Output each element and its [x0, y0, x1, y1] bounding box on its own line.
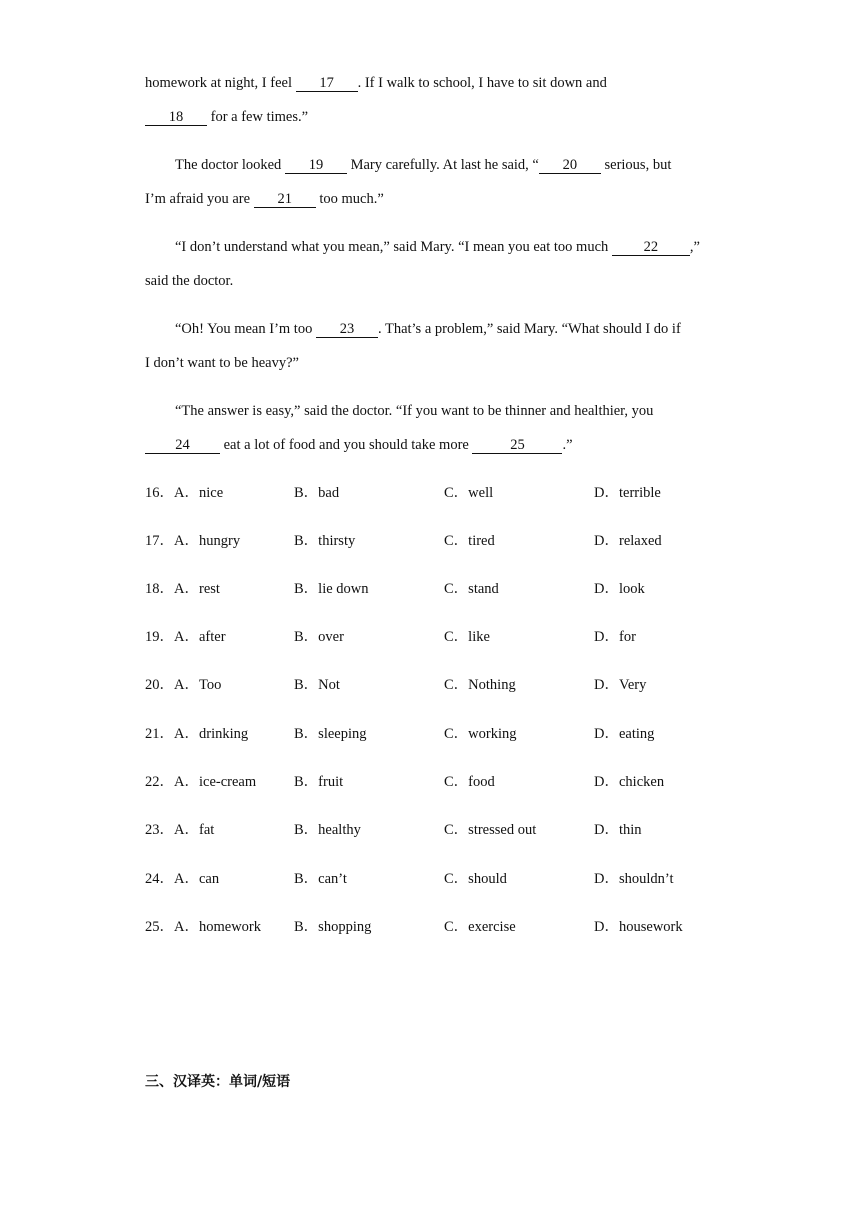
- passage-line: [175, 155, 671, 175]
- option-d: D．terrible: [594, 485, 661, 501]
- option-d: D．chicken: [594, 774, 665, 790]
- option-c: C．food: [444, 774, 495, 790]
- passage-line: [145, 189, 384, 209]
- blank-21: 21: [254, 191, 316, 208]
- option-d: D．look: [594, 581, 645, 597]
- passage-text: for a few times.”: [207, 109, 309, 125]
- passage-text: said the doctor.: [145, 273, 234, 289]
- option-a: 20．A．Too: [145, 677, 222, 693]
- passage-text: serious, but: [600, 157, 672, 173]
- option-a: 22．A．ice-cream: [145, 774, 257, 790]
- option-c: C．well: [444, 485, 494, 501]
- option-d: D．for: [594, 629, 636, 645]
- passage-line: [145, 353, 299, 373]
- passage-line: [175, 237, 700, 257]
- passage-text: eat a lot of food and you should take more: [220, 437, 473, 453]
- passage-text: “Oh! You mean I’m too: [175, 321, 316, 337]
- option-d: D．thin: [594, 822, 642, 838]
- option-b: B．shopping: [294, 919, 372, 935]
- blank-24: 24: [145, 437, 220, 454]
- option-b: B．can’t: [294, 871, 347, 887]
- option-b: B．bad: [294, 485, 340, 501]
- option-b: B．lie down: [294, 581, 369, 597]
- question-row: [145, 771, 785, 793]
- passage-text: . If I walk to school, I have to sit down and: [357, 75, 607, 91]
- blank-17: 17: [296, 75, 358, 92]
- blank-19: 19: [285, 157, 347, 174]
- option-b: B．sleeping: [294, 726, 367, 742]
- option-a: 21．A．drinking: [145, 726, 249, 742]
- option-b: B．fruit: [294, 774, 344, 790]
- question-row: [145, 916, 785, 938]
- passage-line: [175, 319, 681, 339]
- passage-text: Mary carefully. At last he said, “: [346, 157, 539, 173]
- blank-20: 20: [539, 157, 601, 174]
- question-row: [145, 868, 785, 890]
- passage-text: homework at night, I feel: [145, 75, 296, 91]
- option-a: 18．A．rest: [145, 581, 220, 597]
- question-row: [145, 723, 785, 745]
- passage-line: [175, 401, 653, 421]
- passage-text: “The answer is easy,” said the doctor. “If you want to be thinner and healthier, you: [175, 403, 654, 419]
- question-row: [145, 530, 785, 552]
- passage-line: [145, 271, 233, 291]
- passage-text: .”: [562, 437, 573, 453]
- passage-text: The doctor looked: [175, 157, 285, 173]
- option-c: C．stand: [444, 581, 499, 597]
- option-c: C．like: [444, 629, 490, 645]
- passage-line: [145, 107, 308, 127]
- passage-text: ,”: [689, 239, 700, 255]
- passage-line: [145, 435, 573, 455]
- option-c: C．should: [444, 871, 507, 887]
- option-b: B．Not: [294, 677, 340, 693]
- option-d: D．housework: [594, 919, 683, 935]
- option-b: B．thirsty: [294, 533, 356, 549]
- option-c: C．tired: [444, 533, 495, 549]
- passage-text: I’m afraid you are: [145, 191, 254, 207]
- passage-line: [145, 73, 607, 93]
- blank-22: 22: [612, 239, 690, 256]
- option-c: C．stressed out: [444, 822, 537, 838]
- option-a: 24．A．can: [145, 871, 220, 887]
- option-c: C．working: [444, 726, 517, 742]
- blank-18: 18: [145, 109, 207, 126]
- option-b: B．healthy: [294, 822, 361, 838]
- option-a: 19．A．after: [145, 629, 226, 645]
- option-d: D．relaxed: [594, 533, 662, 549]
- option-b: B．over: [294, 629, 344, 645]
- option-a: 23．A．fat: [145, 822, 215, 838]
- passage-text: . That’s a problem,” said Mary. “What should I do if: [377, 321, 681, 337]
- option-a: 17．A．hungry: [145, 533, 241, 549]
- blank-23: 23: [316, 321, 378, 338]
- question-row: [145, 626, 785, 648]
- option-d: D．eating: [594, 726, 655, 742]
- passage-text: I don’t want to be heavy?”: [145, 355, 299, 371]
- option-d: D．Very: [594, 677, 647, 693]
- option-c: C．exercise: [444, 919, 516, 935]
- question-row: [145, 482, 785, 504]
- question-row: [145, 819, 785, 841]
- blank-25: 25: [472, 437, 562, 454]
- question-row: [145, 578, 785, 600]
- section-title: 三、汉译英：单词/短语: [145, 1074, 291, 1090]
- passage-text: too much.”: [315, 191, 384, 207]
- question-row: [145, 674, 785, 696]
- option-d: D．shouldn’t: [594, 871, 674, 887]
- passage-text: “I don’t understand what you mean,” said Mary. “I mean you eat too much: [175, 239, 612, 255]
- option-a: 25．A．homework: [145, 919, 261, 935]
- option-c: C．Nothing: [444, 677, 516, 693]
- option-a: 16．A．nice: [145, 485, 224, 501]
